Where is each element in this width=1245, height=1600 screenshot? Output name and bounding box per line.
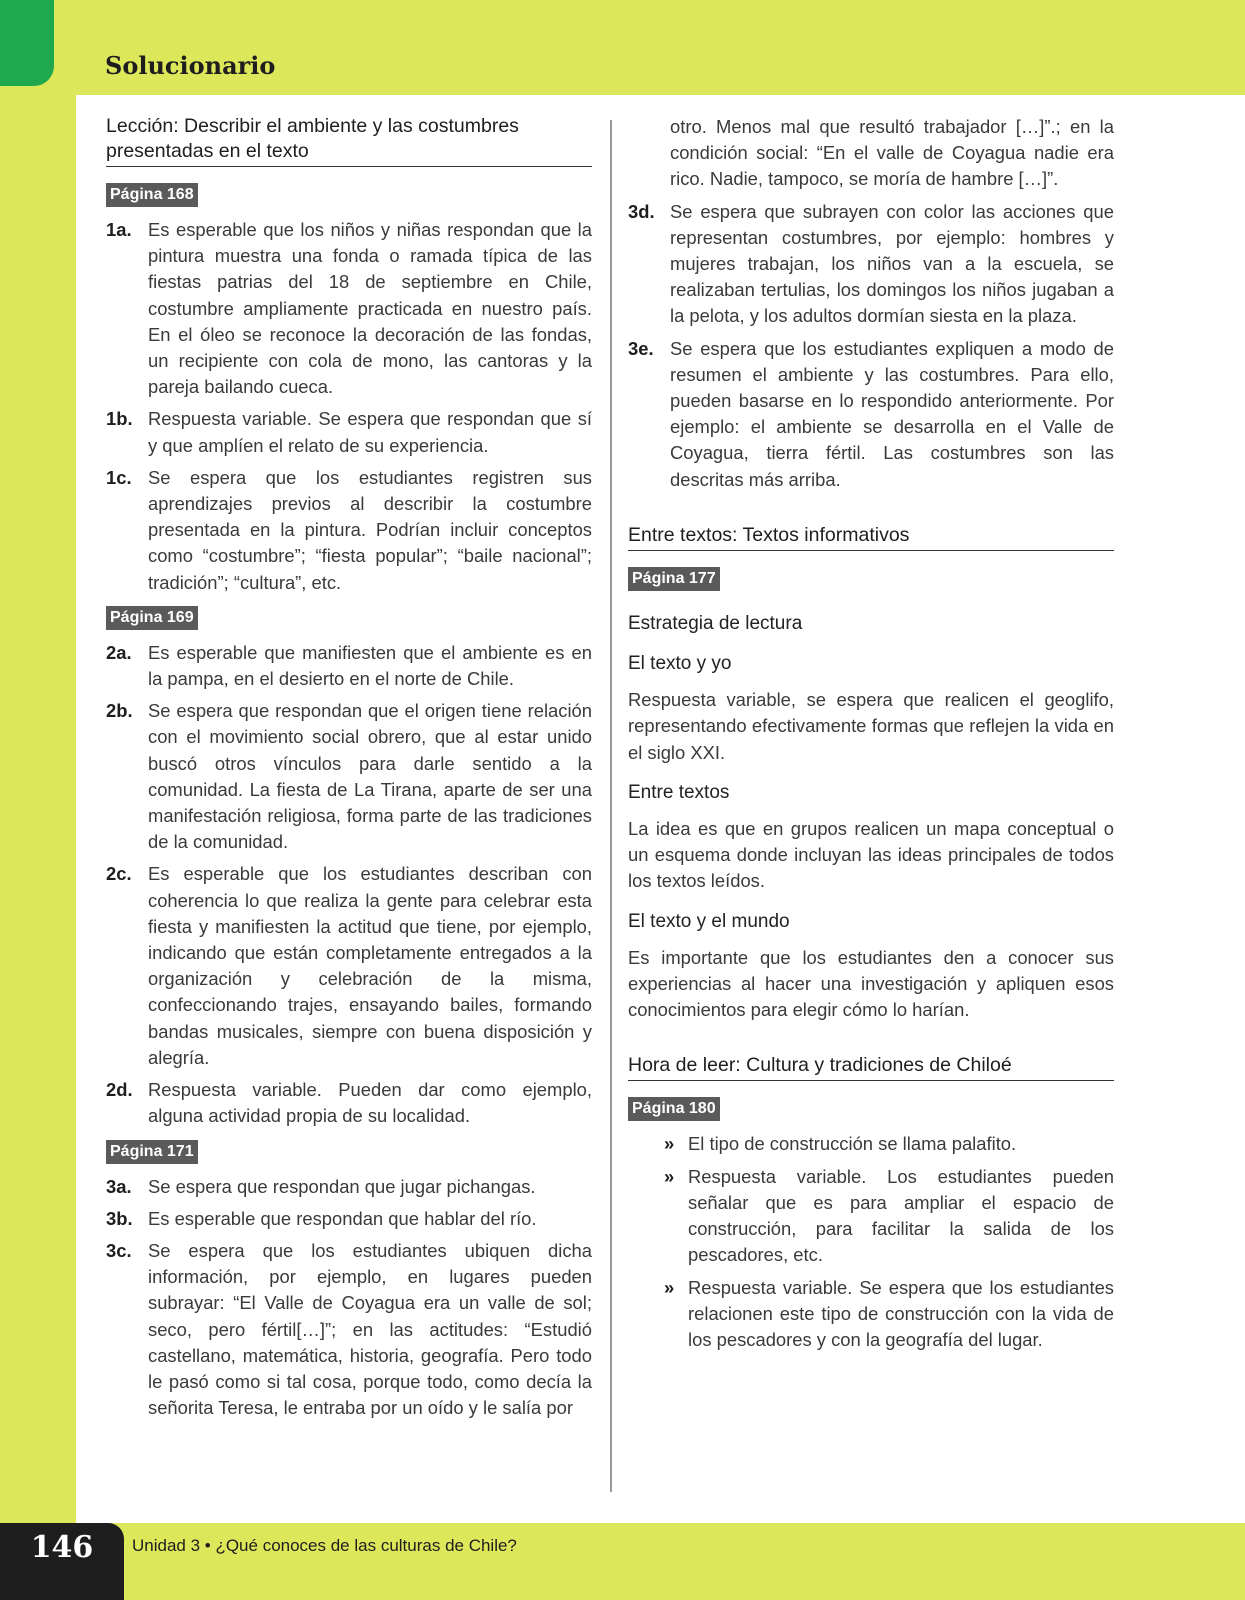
bullet-item bbox=[628, 1131, 1114, 1157]
answer-number: 2d. bbox=[106, 1079, 133, 1101]
answer-number: 2b. bbox=[106, 700, 133, 722]
top-tab-decoration bbox=[0, 0, 54, 86]
bullet-text: El tipo de construcción se llama palafito. bbox=[688, 1133, 1017, 1155]
column-divider bbox=[610, 120, 612, 1492]
answer-number: 3c. bbox=[106, 1239, 132, 1261]
answer-text: Se espera que los estudiantes expliquen a modo de resumen el ambiente y las costumbres. Para ello, pueden basarse en lo respondido anteriormente. Por ejemplo: el ambiente se desarrolla en el Valle de Coyagua, tierra fértil. Las costumbres son las descritas más arriba. bbox=[670, 337, 1114, 490]
answer-number: 3b. bbox=[106, 1207, 133, 1229]
section-subheading: El texto y el mundo bbox=[628, 910, 790, 932]
answer-text: Es esperable que respondan que hablar del río. bbox=[148, 1207, 537, 1229]
answer-text: Se espera que respondan que el origen tiene relación con el movimiento social obrero, que al estar unido buscó otros vínculos para darle sentido a la comunidad. La fiesta de La Tirana, aparte de ser una manifestación religiosa, forma parte de las tradiciones de la comunidad. bbox=[148, 700, 592, 853]
page-tag: Página 177 bbox=[628, 567, 720, 591]
answer-text: Respuesta variable. Se espera que respondan que sí y que amplíen el relato de su experiencia. bbox=[148, 408, 592, 456]
answer-text: Es esperable que los estudiantes describan con coherencia lo que realiza la gente para celebrar esta fiesta y manifiesten la actitud que tiene, por ejemplo, indicando que están completamente entregados a la organización y celebración de la misma, confeccionando trajes, ensayando bailes, formando bandas musicales, siempre con buena disposición y alegría. bbox=[148, 863, 592, 1068]
answer-number: 3d. bbox=[628, 200, 655, 222]
answer-number: 1b. bbox=[106, 408, 133, 430]
answer-item bbox=[628, 336, 1114, 493]
right-column bbox=[628, 114, 1114, 1359]
section-paragraph: La idea es que en grupos realicen un mapa conceptual o un esquema donde incluyan las ideas principales de todos los textos leídos. bbox=[628, 818, 1114, 892]
answer-text: otro. Menos mal que resultó trabajador […]”.; en la condición social: “En el valle de Coyagua nadie era rico. Nadie, tampoco, se moría de hambre […]”. bbox=[670, 116, 1114, 190]
answer-item bbox=[106, 465, 592, 596]
section-paragraph: Respuesta variable, se espera que realicen el geoglifo, representando efectivamente formas que reflejen la vida en el siglo XXI. bbox=[628, 689, 1114, 763]
answer-item bbox=[106, 861, 592, 1071]
answer-text: Respuesta variable. Pueden dar como ejemplo, alguna actividad propia de su localidad. bbox=[148, 1079, 592, 1127]
answer-number: 3a. bbox=[106, 1175, 132, 1197]
page-number: 146 bbox=[30, 1530, 94, 1565]
page-tag: Página 171 bbox=[106, 1140, 198, 1164]
section-paragraph: Es importante que los estudiantes den a conocer sus experiencias al hacer una investigación y apliquen esos conocimientos para elegir cómo lo harían. bbox=[628, 946, 1114, 1021]
bullet-item bbox=[628, 1275, 1114, 1354]
answer-text: Se espera que los estudiantes registren sus aprendizajes previos al describir la costumbre presentada en la pintura. Podrían incluir conceptos como “costumbre”; “fiesta popular”; “baile nacional”; tradición”; “cultura”, etc. bbox=[148, 466, 592, 593]
answer-item bbox=[106, 698, 592, 855]
lesson-title: Lección: Describir el ambiente y las costumbres presentadas en el texto bbox=[106, 114, 592, 167]
footer-unit-title: Unidad 3 • ¿Qué conoces de las culturas de Chile? bbox=[132, 1536, 517, 1555]
section-subheading: Entre textos bbox=[628, 781, 730, 803]
answer-text: Se espera que los estudiantes ubiquen dicha información, por ejemplo, en lugares pueden subrayar: “El Valle de Coyagua era un valle de sol; seco, pero fértil[…]”; en las actitudes: “Estudió castellano, matemática, historia, geografía. Pero todo le pasó como si tal cosa, porque todo, como decía la señorita Teresa, le entraba por un oído y le salía por bbox=[148, 1239, 592, 1419]
answer-item bbox=[106, 217, 592, 400]
answer-number: 3e. bbox=[628, 337, 654, 359]
bullet-marker-icon: » bbox=[664, 1276, 675, 1298]
page-tag: Página 180 bbox=[628, 1097, 720, 1121]
answer-item bbox=[106, 1238, 592, 1421]
answer-item bbox=[106, 406, 592, 458]
page-tag: Página 168 bbox=[106, 183, 198, 207]
answer-text: Es esperable que manifiesten que el ambiente es en la pampa, en el desierto en el norte de Chile. bbox=[148, 641, 592, 690]
left-column bbox=[106, 114, 592, 1427]
bullet-marker-icon: » bbox=[664, 1133, 675, 1155]
answer-item bbox=[106, 1206, 592, 1232]
bullet-text: Respuesta variable. Se espera que los estudiantes relacionen este tipo de construcción con la vida de los pescadores y con la geografía del lugar. bbox=[688, 1276, 1114, 1350]
page-tag: Página 169 bbox=[106, 606, 198, 630]
answer-number: 2c. bbox=[106, 863, 132, 885]
answer-item bbox=[106, 1174, 592, 1200]
section-subheading: El texto y yo bbox=[628, 653, 732, 675]
answer-continuation bbox=[628, 114, 1114, 193]
answer-item bbox=[106, 1077, 592, 1129]
bullet-text: Respuesta variable. Los estudiantes pueden señalar que es para ampliar el espacio de construcción, para facilitar la salida de los pescadores, etc. bbox=[688, 1165, 1114, 1266]
bullet-marker-icon: » bbox=[664, 1165, 675, 1187]
lesson-title: Entre textos: Textos informativos bbox=[628, 523, 1114, 551]
answer-text: Se espera que subrayen con color las acciones que representan costumbres, por ejemplo: hombres y mujeres trabajan, los niños van a la escuela, se realizaban tertulias, los domingos los niños jugaban a la pelota, y los adultos dormían siesta en la plaza. bbox=[670, 200, 1114, 327]
answer-item bbox=[628, 199, 1114, 330]
page-header-title: Solucionario bbox=[105, 51, 276, 80]
lesson-title: Hora de leer: Cultura y tradiciones de Chiloé bbox=[628, 1053, 1114, 1081]
answer-text: Es esperable que los niños y niñas respondan que la pintura muestra una fonda o ramada típica de las fiestas patrias del 18 de septiembre en Chile, costumbre ampliamente practicada en nuestro país. En el óleo se reconoce la decoración de las fondas, un recipiente con cola de mono, las cantoras y la pareja bailando cueca. bbox=[148, 219, 592, 398]
answer-number: 1c. bbox=[106, 466, 132, 488]
answer-number: 1a. bbox=[106, 219, 132, 240]
bullet-item bbox=[628, 1164, 1114, 1269]
answer-text: Se espera que respondan que jugar pichangas. bbox=[148, 1175, 536, 1197]
answer-item bbox=[106, 640, 592, 692]
section-subheading: Estrategia de lectura bbox=[628, 612, 803, 634]
answer-number: 2a. bbox=[106, 641, 132, 663]
